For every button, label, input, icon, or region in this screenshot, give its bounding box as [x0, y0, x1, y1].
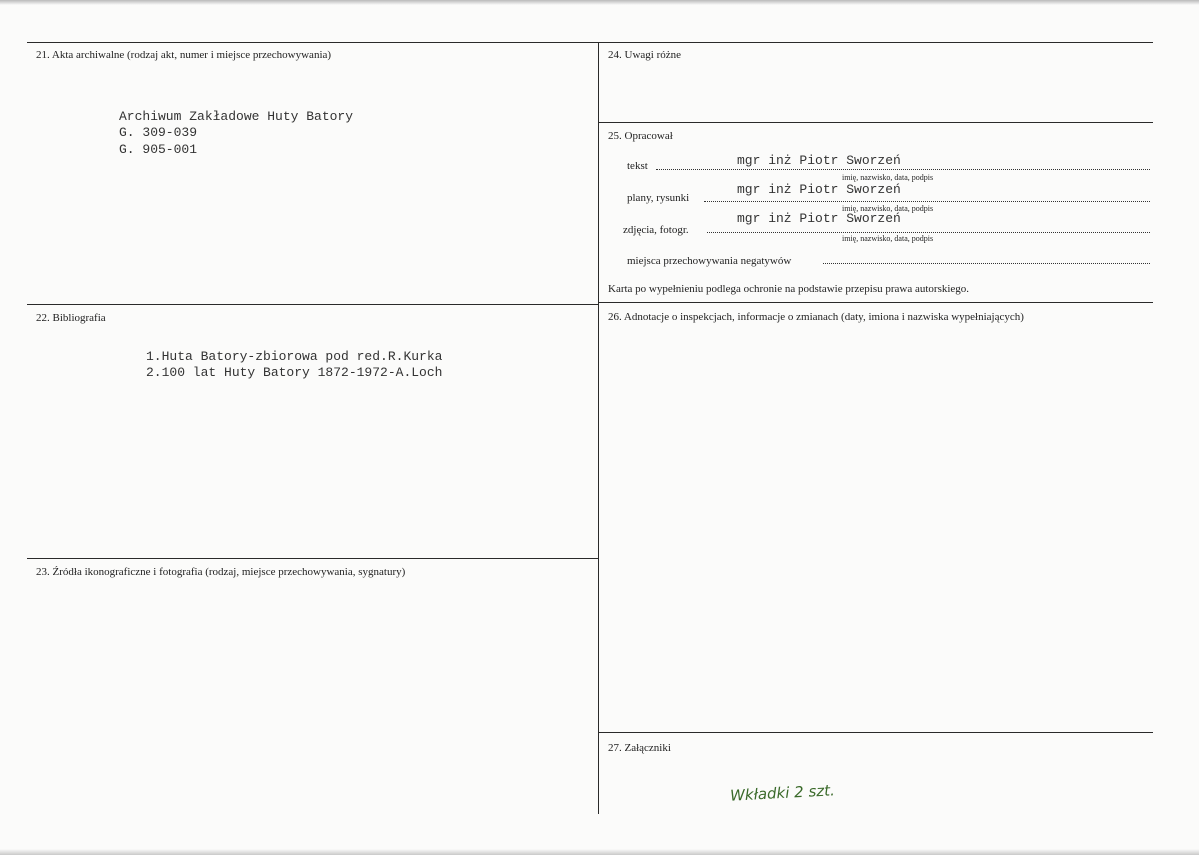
section-25-label: 25. Opracował [608, 130, 673, 142]
archive-line-1: Archiwum Zakładowe Huty Batory [119, 109, 354, 124]
plany-hint: imię, nazwisko, data, podpis [842, 204, 934, 213]
tekst-label: tekst [627, 160, 648, 172]
plany-dotted-line [704, 201, 1150, 202]
rule-center-vertical [598, 42, 599, 814]
rule-left-22 [27, 304, 598, 305]
rule-left-23 [27, 558, 598, 559]
negatywy-dotted-line [823, 263, 1150, 264]
tekst-hint: imię, nazwisko, data, podpis [842, 173, 934, 182]
zdjecia-value: mgr inż Piotr Sworzeń [737, 211, 901, 226]
archive-line-2: G. 309-039 [119, 125, 198, 140]
negatywy-label: miejsca przechowywania negatywów [627, 255, 792, 267]
plany-label: plany, rysunki [627, 192, 690, 204]
bibliography-line-2: 2.100 lat Huty Batory 1872-1972-A.Loch [146, 365, 443, 380]
section-21-label: 21. Akta archiwalne (rodzaj akt, numer i miejsce przechowywania) [36, 49, 332, 61]
scan-edge-top [0, 0, 1199, 5]
tekst-dotted-line [656, 169, 1150, 170]
section-22-label: 22. Bibliografia [36, 312, 106, 324]
handwritten-attachments-note: Wkładki 2 szt. [729, 781, 836, 805]
rule-right-26 [598, 302, 1153, 303]
tekst-value: mgr inż Piotr Sworzeń [737, 153, 901, 168]
rule-right-27 [598, 732, 1153, 733]
zdjecia-hint: imię, nazwisko, data, podpis [842, 234, 934, 243]
scan-edge-bottom [0, 849, 1199, 855]
zdjecia-label: zdjęcia, fotogr. [623, 224, 689, 236]
rule-right-25 [598, 122, 1153, 123]
copyright-notice: Karta po wypełnieniu podlega ochronie na podstawie przepisu prawa autorskiego. [608, 283, 970, 295]
bibliography-line-1: 1.Huta Batory-zbiorowa pod red.R.Kurka [146, 349, 443, 364]
archive-line-3: G. 905-001 [119, 142, 198, 157]
zdjecia-dotted-line [707, 232, 1150, 233]
plany-value: mgr inż Piotr Sworzeń [737, 182, 901, 197]
section-26-label: 26. Adnotacje o inspekcjach, informacje o zmianach (daty, imiona i nazwiska wypełniających) [608, 311, 1024, 323]
section-24-label: 24. Uwagi różne [608, 49, 682, 61]
section-23-label: 23. Źródła ikonograficzne i fotografia (rodzaj, miejsce przechowywania, sygnatury) [36, 566, 406, 578]
section-27-label: 27. Załączniki [608, 742, 671, 754]
rule-top [27, 42, 1153, 43]
